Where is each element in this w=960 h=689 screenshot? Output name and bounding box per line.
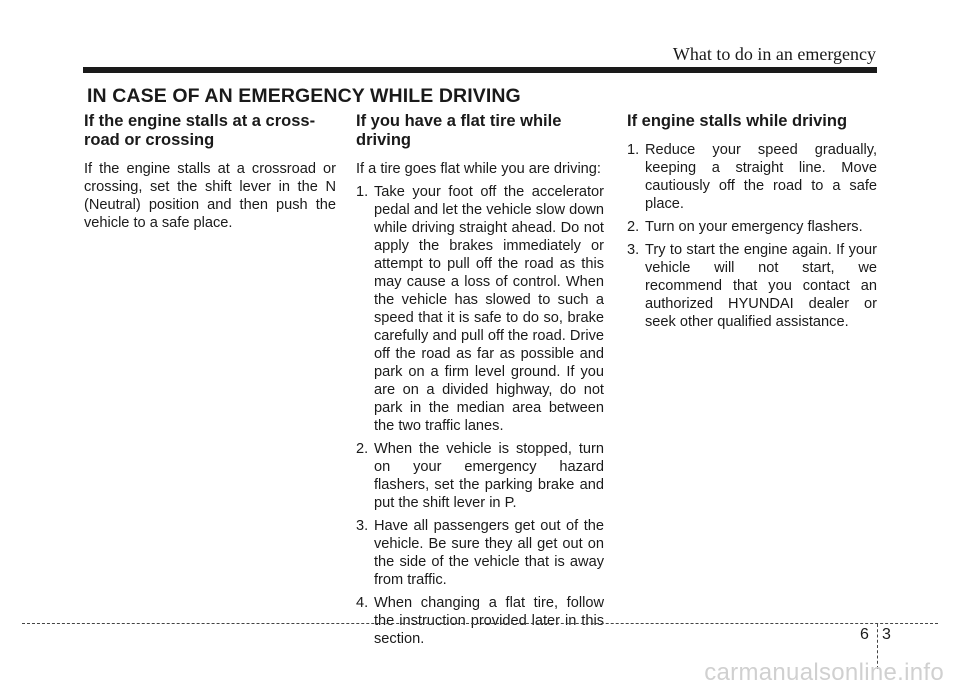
paragraph-engine-stalls-crossroad: If the engine stalls at a crossroad or crossing, set the shift lever in the N (Neutral) position and then push the vehicle to a safe place.	[84, 161, 336, 231]
list-item: 3. Try to start the engine again. If your vehicle will not start, we recommend that you contact an authorized HYUNDAI dealer or seek other qualified assistance.	[627, 242, 877, 330]
column-engine-stalls-crossroad	[84, 112, 336, 232]
section-title: IN CASE OF AN EMERGENCY WHILE DRIVING	[87, 85, 521, 107]
column-flat-tire	[356, 112, 604, 648]
footer-rule	[22, 623, 938, 624]
list-engine-stalls-steps	[627, 141, 877, 331]
header-rule	[83, 67, 877, 73]
list-item: 1. Reduce your speed gradually, keeping a straight line. Move cautiously off the road to a safe place.	[627, 142, 877, 212]
heading-engine-stalls-crossroad: If the engine stalls at a cross-road or crossing	[84, 112, 316, 149]
heading-engine-stalls-driving: If engine stalls while driving	[627, 112, 848, 130]
list-item: 1. Take your foot off the accelerator pedal and let the vehicle slow down while driving straight ahead. Do not apply the brakes immediately or attempt to pull off the road as this may cause a loss of control. When the vehicle has slowed to such a speed that it is safe to do so, brake carefully and pull off the road. Drive off the road as far as possible and park on a firm level ground. If you are on a divided highway, do not park in the median area between the two traffic lanes.	[356, 184, 604, 434]
column-engine-stalls-driving	[627, 112, 877, 331]
chapter-title: What to do in an emergency	[672, 44, 876, 64]
watermark: carmanualsonline.info	[704, 659, 944, 686]
list-item: 2. When the vehicle is stopped, turn on your emergency hazard flashers, set the parking brake and put the shift lever in P.	[356, 441, 604, 511]
list-item: 4. When changing a flat tire, follow the instruction provided later in this section.	[356, 595, 604, 647]
page-number: 3	[882, 626, 891, 643]
list-flat-tire-steps	[356, 183, 604, 648]
list-item: 2. Turn on your emergency flashers.	[627, 219, 863, 235]
list-item: 3. Have all passengers get out of the vehicle. Be sure they all get out on the side of the vehicle that is away from traffic.	[356, 518, 604, 588]
heading-flat-tire: If you have a flat tire while driving	[356, 112, 562, 149]
intro-flat-tire: If a tire goes flat while you are driving:	[356, 161, 601, 177]
chapter-number: 6	[860, 626, 869, 643]
